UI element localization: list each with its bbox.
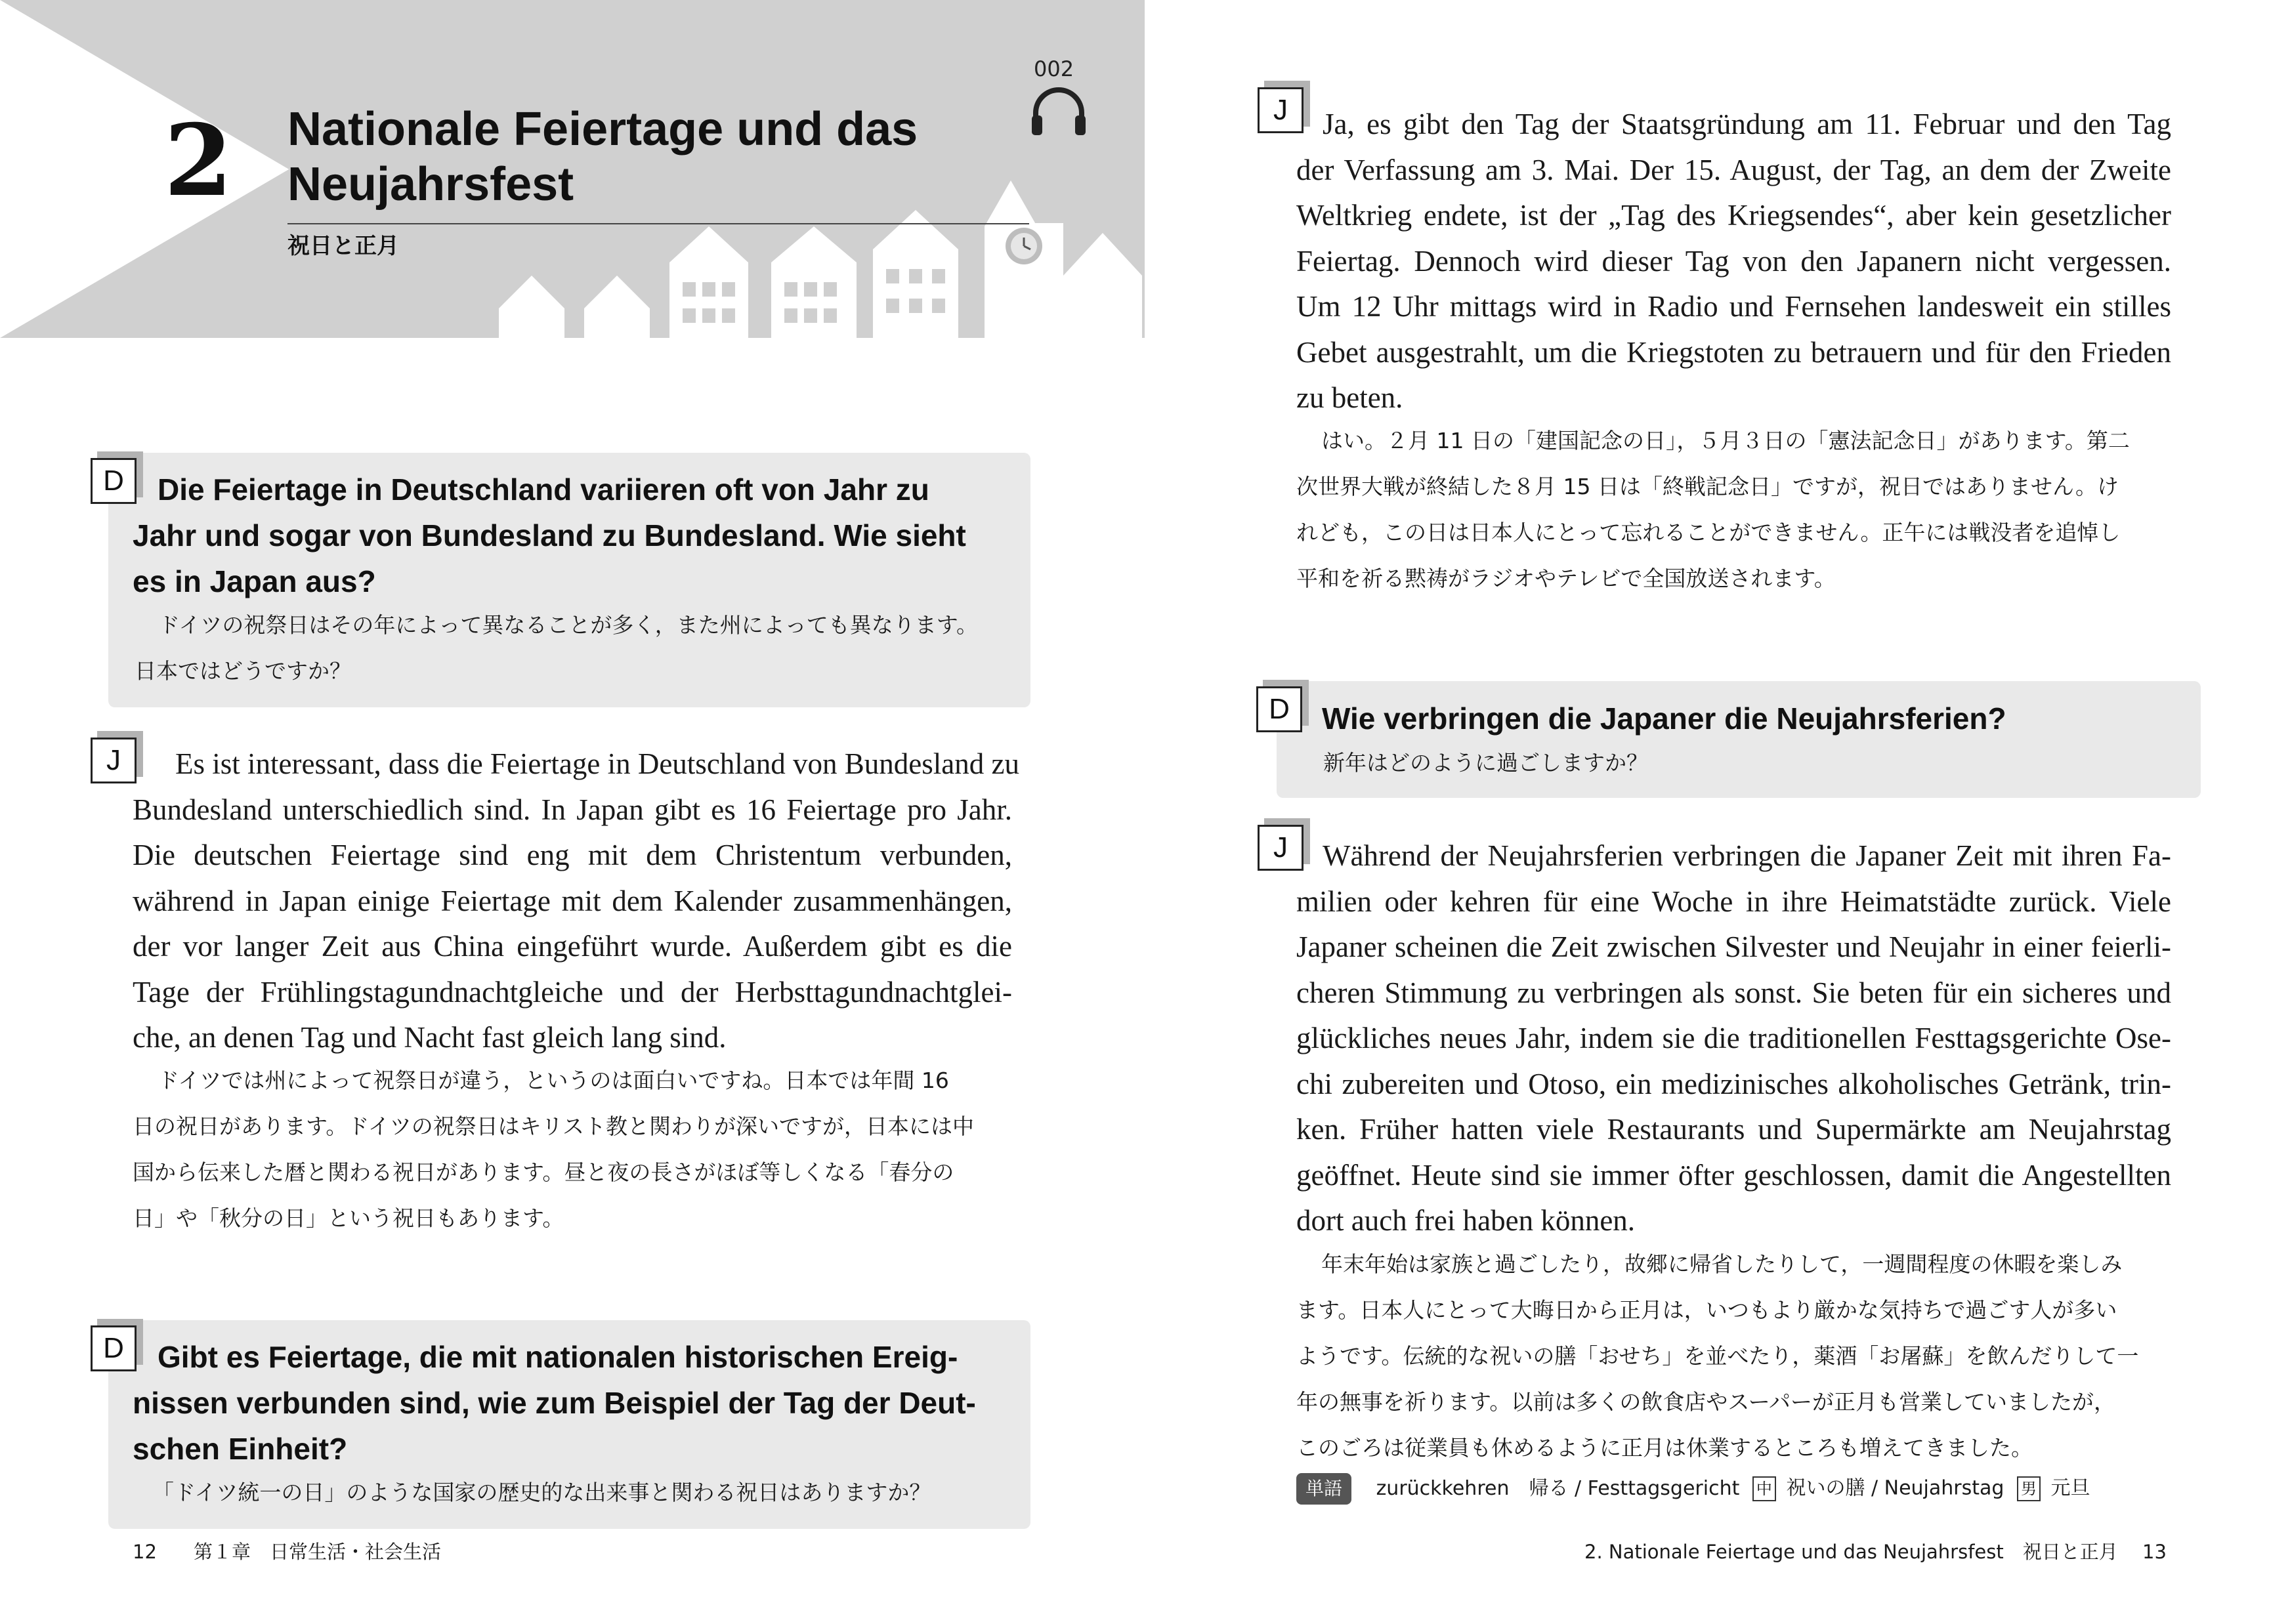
answer-line: während in Japan einige Feiertage mit dem Kalender zusammenhängen,: [133, 884, 1012, 917]
question-1-text: [133, 467, 1012, 604]
chapter-title-line2: Neujahrsfest: [287, 158, 574, 211]
answer-line: Die deutschen Feiertage sind eng mit dem Christentum verbunden,: [133, 839, 1012, 871]
answer-line: geöffnet. Heute sind sie immer öfter geschlossen, damit die Angestellten: [1296, 1158, 2171, 1192]
answer-line: Tage der Frühlingstagundnachtgleiche und der Herbsttagundnachtglei-: [133, 975, 1012, 1009]
answer-1-translation: [133, 1058, 1012, 1241]
question-3-line: Wie verbringen die Japaner die Neujahrsferien?: [1322, 701, 2006, 736]
page-number-right: 13: [2142, 1541, 2167, 1563]
translation-line: 日の祝日があります。ドイツの祝祭日はキリスト教と関わりが深いですが，日本には中: [133, 1114, 975, 1139]
question-3-text: [1322, 696, 2175, 741]
question-1-translation: [135, 602, 1014, 694]
clock-icon: [1006, 228, 1042, 264]
translation-line: このごろは従業員も休めるように正月は休業するところも増えてきました。: [1296, 1435, 2033, 1461]
question-3-translation: [1323, 740, 2176, 786]
chapter-subtitle: 祝日と正月: [287, 233, 399, 259]
question-2-line: nissen verbunden sind, wie zum Beispiel der Tag der Deut-: [133, 1386, 976, 1420]
question-2-line: Gibt es Feiertage, die mit nationalen historischen Ereig-: [158, 1340, 958, 1374]
answer-line: zu beten.: [1296, 381, 1403, 414]
question-2-translation: [133, 1470, 1012, 1516]
translation-line: ます。日本人にとって大晦日から正月は，いつもより厳かな気持ちで過ごす人が多い: [1296, 1297, 2117, 1323]
speaker-tag-d: D: [91, 1325, 137, 1371]
answer-2-text: [1296, 102, 2171, 421]
speaker-tag-d: D: [1256, 686, 1302, 732]
question-2-line: schen Einheit?: [133, 1432, 348, 1466]
answer-line: Japaner scheinen die Zeit zwischen Silvester und Neujahr in einer feierli-: [1296, 930, 2171, 963]
chapter-title: [287, 102, 1042, 212]
headphones-icon[interactable]: [1029, 85, 1088, 138]
speaker-tag-j: J: [91, 738, 137, 783]
running-footer-left: 第１章 日常生活・社会生活: [194, 1541, 442, 1563]
question-1-line: Jahr und sogar von Bundesland zu Bundesland. Wie sieht: [133, 518, 966, 552]
translation-line: 日」や「秋分の日」という祝日もあります。: [133, 1205, 564, 1231]
answer-line: cheren Stimmung zu verbringen als sonst. Sie beten für ein sicheres und: [1296, 976, 2171, 1009]
gender-masculine-badge: 男: [2017, 1476, 2041, 1501]
vocabulary-box: [1296, 1470, 2090, 1507]
translation-line: れども，この日は日本人にとって忘れることができません。正午には戦没者を追悼し: [1296, 520, 2121, 545]
page-number-left: 12: [133, 1541, 157, 1563]
answer-line: milien oder kehren für eine Woche in ihre Heimatstädte zurück. Viele: [1296, 885, 2171, 918]
answer-3-translation: [1296, 1241, 2171, 1471]
answer-line: Während der Neujahrsferien verbringen die Japaner Zeit mit ihren Fa-: [1323, 839, 2171, 872]
answer-3-text: [1296, 833, 2171, 1244]
answer-line: glückliches neues Jahr, indem sie die traditionellen Festtagsgerichte Ose-: [1296, 1022, 2171, 1054]
question-1-line: es in Japan aus?: [133, 564, 376, 598]
answer-line: Weltkrieg endete, ist der „Tag des Kriegsendes“, aber kein gesetzlicher: [1296, 199, 2171, 232]
translation-line: 次世界大戦が終結した８月 15 日は「終戦記念日」ですが，祝日ではありません。け: [1296, 474, 2119, 499]
translation-line: はい。２月 11 日の「建国記念の日」，５月３日の「憲法記念日」があります。第二: [1321, 428, 2130, 453]
translation-line: 年末年始は家族と過ごしたり，故郷に帰省したりして，一週間程度の休暇を楽しみ: [1321, 1251, 2123, 1277]
translation-line: 平和を祈る黙祷がラジオやテレビで全国放送されます。: [1296, 566, 1836, 591]
translation-line: 日本ではどうですか？: [135, 658, 351, 684]
answer-line: Um 12 Uhr mittags wird in Radio und Fernsehen landesweit ein stilles: [1296, 290, 2171, 323]
speaker-tag-d: D: [91, 458, 137, 504]
answer-line: der vor langer Zeit aus China eingeführt wurde. Außerdem gibt es die: [133, 930, 1012, 963]
translation-line: ようです。伝統的な祝いの膳「おせち」を並べたり，薬酒「お屠蘇」を飲んだりして一: [1296, 1343, 2139, 1369]
answer-line: ken. Früher hatten viele Restaurants und Supermärkte am Neujahrstag: [1296, 1113, 2171, 1146]
answer-line: che, an denen Tag und Nacht fast gleich lang sind.: [133, 1021, 727, 1054]
vocab-entry-2: 祝いの膳 / Neujahrstag: [1786, 1476, 2004, 1500]
translation-line: 国から伝来した暦と関わる祝日があります。昼と夜の長さがほぼ等しくなる「春分の: [133, 1159, 954, 1185]
audio-track-number: 002: [1034, 56, 1074, 81]
answer-2-translation: [1296, 418, 2171, 602]
answer-1-text: [133, 741, 1019, 1061]
answer-line: dort auch frei haben können.: [1296, 1204, 1636, 1237]
vocab-entry-1: zurückkehren 帰る / Festtagsgericht: [1376, 1476, 1740, 1500]
speaker-tag-j: J: [1258, 87, 1304, 133]
answer-line: Bundesland unterschiedlich sind. In Japan gibt es 16 Feiertage pro Jahr.: [133, 793, 1012, 826]
answer-line: chi zubereiten und Otoso, ein medizinisches alkoholisches Getränk, trin-: [1296, 1067, 2171, 1100]
speaker-tag-j: J: [1258, 825, 1304, 871]
translation-line: ドイツの祝祭日はその年によって異なることが多く，また州によっても異なります。: [158, 612, 979, 638]
question-1-line: Die Feiertage in Deutschland variieren oft von Jahr zu: [158, 472, 929, 507]
answer-line: Ja, es gibt den Tag der Staatsgründung am 11. Februar und den Tag: [1323, 108, 2171, 140]
chapter-title-line1: Nationale Feiertage und das: [287, 103, 918, 156]
translation-line: 「ドイツ統一の日」のような国家の歴史的な出来事と関わる祝日はありますか？: [152, 1480, 931, 1505]
chapter-number: 2: [164, 103, 233, 219]
right-page: [1145, 0, 2290, 1624]
vocab-entry-3: 元旦: [2050, 1476, 2090, 1500]
question-2-text: [133, 1334, 1012, 1472]
translation-line: ドイツでは州によって祝祭日が違う，というのは面白いですね。日本では年間 16: [158, 1068, 949, 1093]
translation-line: 新年はどのように過ごしますか？: [1323, 750, 1648, 776]
answer-line: Es ist interessant, dass die Feiertage in Deutschland von Bundesland zu: [175, 747, 1019, 780]
translation-line: 年の無事を祈ります。以前は多くの飲食店やスーパーが正月も営業していましたが，: [1296, 1389, 2116, 1415]
vocab-badge: 単語: [1296, 1473, 1351, 1505]
gender-neuter-badge: 中: [1752, 1476, 1776, 1501]
answer-line: Feiertag. Dennoch wird dieser Tag von den Japanern nicht vergessen.: [1296, 244, 2171, 278]
running-footer-right: 2. Nationale Feiertage und das Neujahrsfest 祝日と正月: [1584, 1541, 2118, 1563]
title-rule: [287, 223, 1029, 224]
answer-line: Gebet ausgestrahlt, um die Kriegstoten zu betrauern und für den Frieden: [1296, 335, 2171, 369]
answer-line: der Verfassung am 3. Mai. Der 15. August, der Tag, an dem der Zweite: [1296, 153, 2171, 186]
